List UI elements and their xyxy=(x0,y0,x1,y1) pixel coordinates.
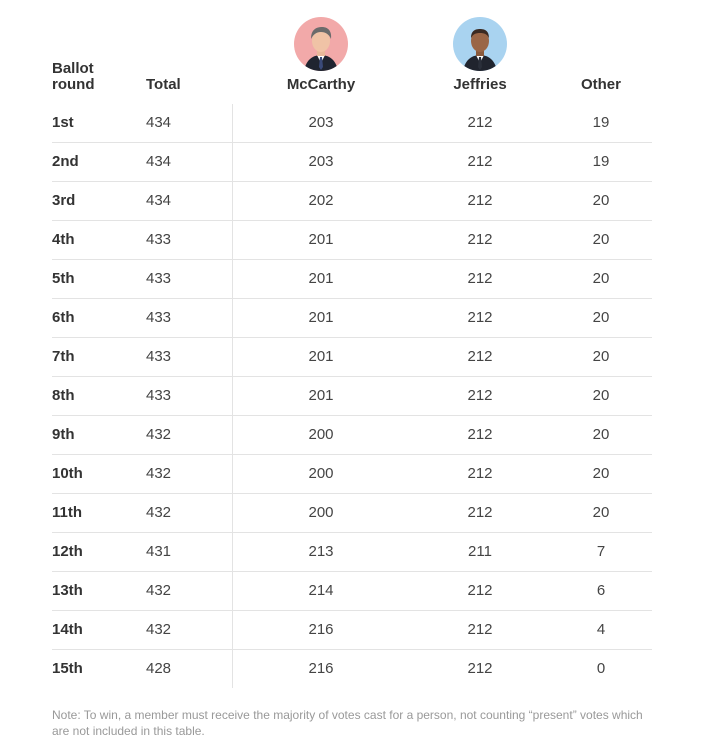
cell-jeffries: 212 xyxy=(467,504,493,521)
cell-other: 20 xyxy=(592,387,610,404)
table-row xyxy=(52,650,652,688)
cell-other: 19 xyxy=(592,153,610,170)
header-ballot-line1: Ballot xyxy=(52,60,94,77)
cell-jeffries: 212 xyxy=(467,114,493,131)
cell-total: 433 xyxy=(146,270,172,287)
cell-mccarthy: 203 xyxy=(308,114,334,131)
cell-mccarthy: 201 xyxy=(308,348,334,365)
cell-total: 434 xyxy=(146,153,172,170)
header-jeffries: Jeffries xyxy=(453,76,507,93)
cell-jeffries: 212 xyxy=(467,348,493,365)
cell-other: 20 xyxy=(592,231,610,248)
cell-total: 432 xyxy=(146,621,172,638)
cell-round: 11th xyxy=(52,504,83,521)
cell-total: 433 xyxy=(146,387,172,404)
cell-jeffries: 212 xyxy=(467,192,493,209)
cell-jeffries: 212 xyxy=(467,309,493,326)
cell-total: 431 xyxy=(146,543,172,560)
cell-jeffries: 212 xyxy=(467,465,493,482)
table-row xyxy=(52,611,652,650)
cell-total: 433 xyxy=(146,348,172,365)
cell-mccarthy: 201 xyxy=(308,231,334,248)
table-row xyxy=(52,494,652,533)
cell-mccarthy: 201 xyxy=(308,387,334,404)
cell-total: 434 xyxy=(146,114,172,131)
cell-mccarthy: 200 xyxy=(308,426,334,443)
table-row xyxy=(52,260,652,299)
cell-round: 5th xyxy=(52,270,75,287)
cell-round: 6th xyxy=(52,309,75,326)
table-header xyxy=(0,0,708,104)
header-ballot-line2: round xyxy=(52,76,95,93)
cell-other: 20 xyxy=(592,192,610,209)
cell-jeffries: 212 xyxy=(467,621,493,638)
table-row xyxy=(52,143,652,182)
cell-mccarthy: 216 xyxy=(308,660,334,677)
header-mccarthy: McCarthy xyxy=(286,76,356,93)
cell-mccarthy: 216 xyxy=(308,621,334,638)
cell-other: 20 xyxy=(592,348,610,365)
cell-mccarthy: 213 xyxy=(308,543,334,560)
table-row xyxy=(52,572,652,611)
cell-round: 14th xyxy=(52,621,83,638)
cell-jeffries: 212 xyxy=(467,660,493,677)
cell-total: 432 xyxy=(146,426,172,443)
header-total: Total xyxy=(146,76,181,93)
cell-other: 0 xyxy=(596,660,606,677)
table-row xyxy=(52,377,652,416)
cell-mccarthy: 202 xyxy=(308,192,334,209)
cell-round: 12th xyxy=(52,543,83,560)
cell-mccarthy: 200 xyxy=(308,465,334,482)
cell-round: 8th xyxy=(52,387,75,404)
cell-other: 6 xyxy=(596,582,606,599)
cell-other: 20 xyxy=(592,309,610,326)
cell-mccarthy: 203 xyxy=(308,153,334,170)
table-row xyxy=(52,221,652,260)
ballot-table xyxy=(52,104,652,688)
table-row xyxy=(52,416,652,455)
cell-round: 2nd xyxy=(52,153,79,170)
cell-other: 7 xyxy=(596,543,606,560)
cell-round: 1st xyxy=(52,114,74,131)
table-row xyxy=(52,182,652,221)
cell-jeffries: 212 xyxy=(467,153,493,170)
cell-round: 3rd xyxy=(52,192,76,209)
cell-other: 20 xyxy=(592,270,610,287)
cell-jeffries: 212 xyxy=(467,426,493,443)
cell-round: 10th xyxy=(52,465,83,482)
table-row xyxy=(52,455,652,494)
cell-jeffries: 211 xyxy=(468,543,492,560)
cell-other: 20 xyxy=(592,504,610,521)
cell-round: 9th xyxy=(52,426,75,443)
cell-other: 4 xyxy=(596,621,606,638)
cell-round: 15th xyxy=(52,660,83,677)
cell-other: 20 xyxy=(592,465,610,482)
cell-round: 4th xyxy=(52,231,75,248)
cell-round: 13th xyxy=(52,582,83,599)
cell-mccarthy: 214 xyxy=(308,582,334,599)
cell-mccarthy: 201 xyxy=(308,309,334,326)
cell-jeffries: 212 xyxy=(467,387,493,404)
cell-round: 7th xyxy=(52,348,75,365)
cell-total: 432 xyxy=(146,465,172,482)
cell-jeffries: 212 xyxy=(467,270,493,287)
table-row xyxy=(52,533,652,572)
cell-total: 432 xyxy=(146,582,172,599)
jeffries-avatar xyxy=(453,17,507,71)
cell-jeffries: 212 xyxy=(467,231,493,248)
cell-total: 428 xyxy=(146,660,172,677)
table-row xyxy=(52,299,652,338)
table-row xyxy=(52,338,652,377)
cell-total: 433 xyxy=(146,309,172,326)
cell-total: 432 xyxy=(146,504,172,521)
cell-total: 433 xyxy=(146,231,172,248)
header-ballot-round xyxy=(52,61,95,93)
header-other: Other xyxy=(580,76,621,93)
cell-other: 19 xyxy=(592,114,610,131)
table-note: Note: To win, a member must receive the majority of votes cast for a person, not counting “present” votes which are not included in this table. xyxy=(52,708,643,738)
cell-jeffries: 212 xyxy=(467,582,493,599)
cell-total: 434 xyxy=(146,192,172,209)
cell-other: 20 xyxy=(592,426,610,443)
mccarthy-avatar xyxy=(294,17,348,71)
cell-mccarthy: 201 xyxy=(308,270,334,287)
table-row xyxy=(52,104,652,143)
cell-mccarthy: 200 xyxy=(308,504,334,521)
